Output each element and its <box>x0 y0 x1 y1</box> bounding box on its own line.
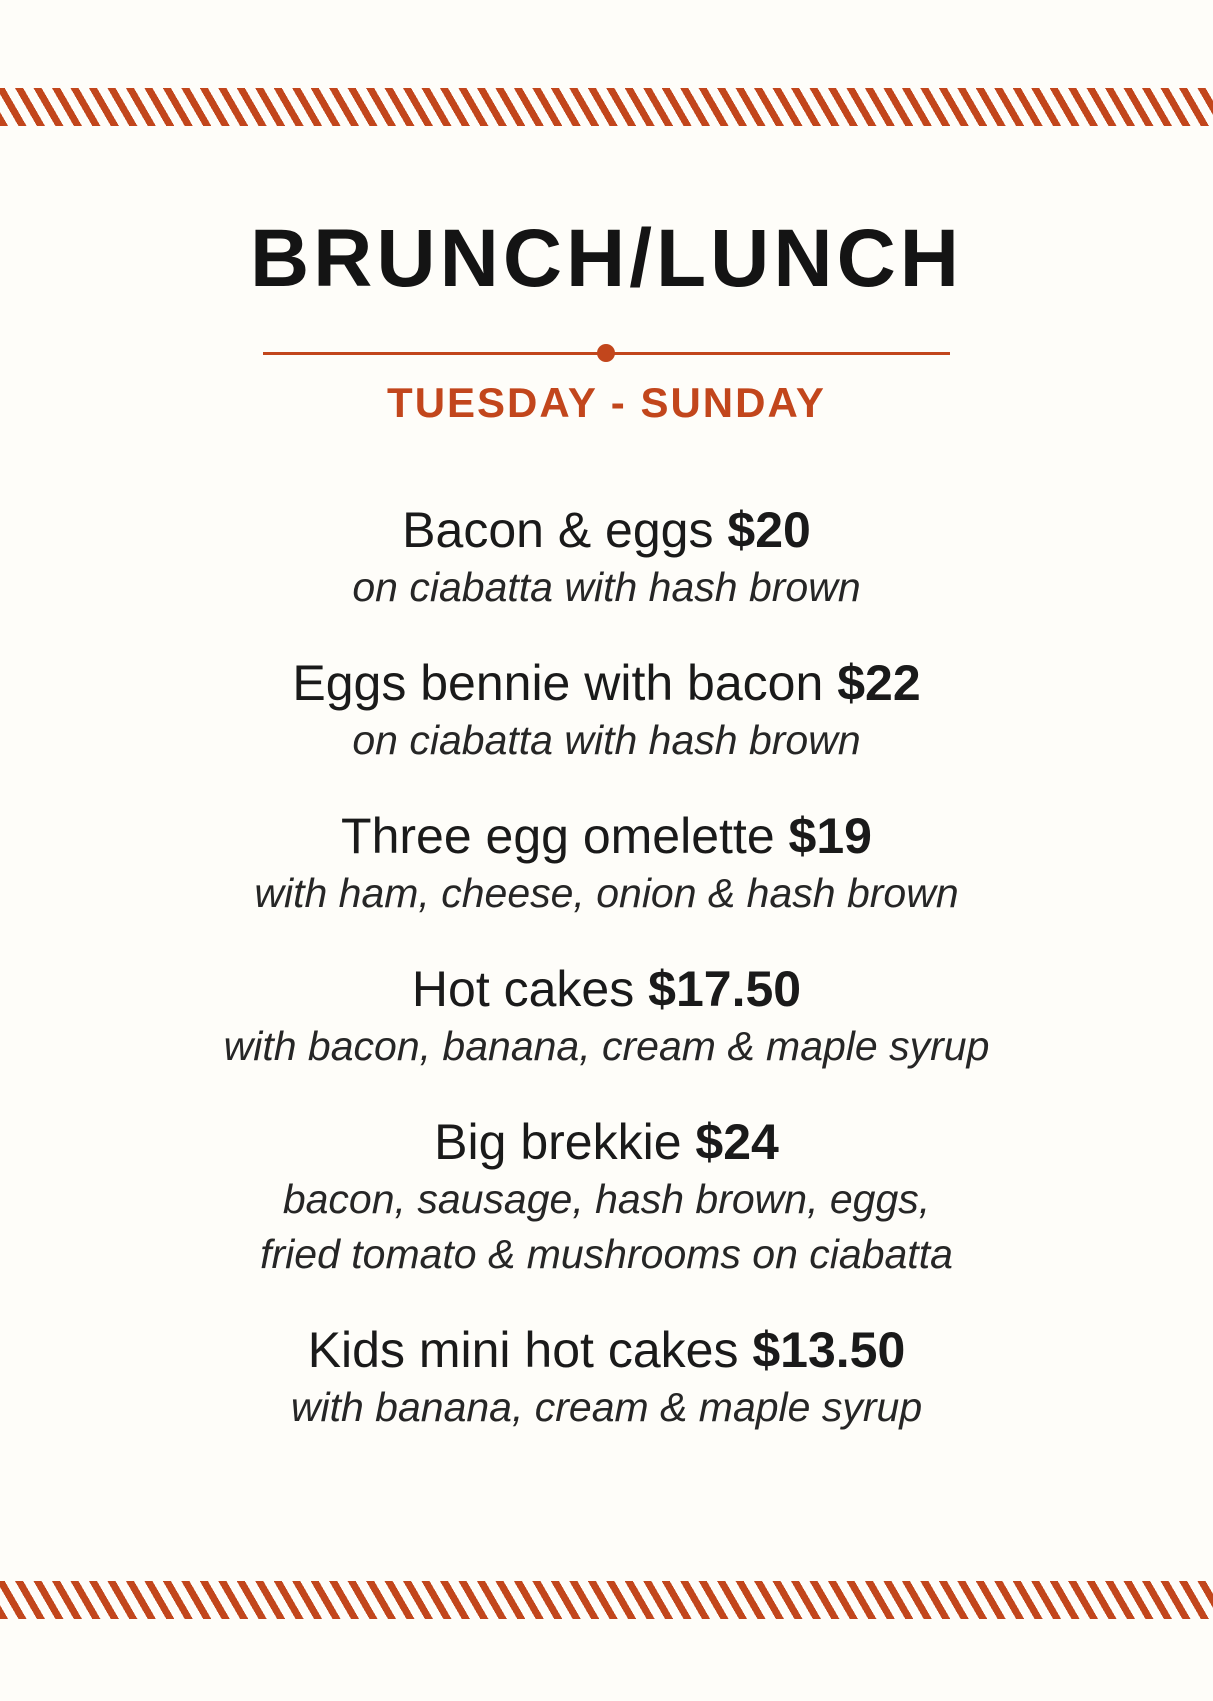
menu-item-description: on ciabatta with hash brown <box>352 564 861 610</box>
menu-item-heading <box>0 959 1213 1019</box>
menu-item-description: on ciabatta with hash brown <box>352 717 861 763</box>
menu-item-description: with ham, cheese, onion & hash brown <box>254 870 959 916</box>
menu-item-price: $20 <box>727 502 811 558</box>
menu-item-description: fried tomato & mushrooms on ciabatta <box>260 1231 953 1277</box>
menu-item-name: Big brekkie <box>434 1114 682 1170</box>
menu-days: TUESDAY - SUNDAY <box>387 379 826 426</box>
menu-item-heading <box>0 1320 1213 1380</box>
menu-item <box>0 959 1213 1074</box>
menu-item-heading <box>0 806 1213 866</box>
menu-item <box>0 806 1213 921</box>
menu-item-description: bacon, sausage, hash brown, eggs, <box>282 1176 931 1222</box>
menu-item-price: $13.50 <box>752 1322 906 1378</box>
menu-item-description: with bacon, banana, cream & maple syrup <box>223 1023 990 1069</box>
menu-item <box>0 1320 1213 1435</box>
menu-item-name: Bacon & eggs <box>402 502 714 558</box>
menu-item-name: Eggs bennie with bacon <box>292 655 824 711</box>
menu-item-name: Three egg omelette <box>341 808 775 864</box>
menu-item-price: $22 <box>837 655 921 711</box>
menu-list <box>0 500 1213 1473</box>
menu-item-price: $17.50 <box>648 961 802 1017</box>
menu-item-heading <box>0 1112 1213 1172</box>
menu-item-name: Hot cakes <box>411 961 635 1017</box>
menu-item-price: $19 <box>788 808 872 864</box>
menu-item <box>0 1112 1213 1282</box>
bottom-stripe-border <box>0 1581 1213 1619</box>
menu-title: BRUNCH/LUNCH <box>249 213 964 304</box>
menu-item-heading <box>0 653 1213 713</box>
menu-item <box>0 500 1213 615</box>
menu-item-description: with banana, cream & maple syrup <box>290 1384 923 1430</box>
menu-item-name: Kids mini hot cakes <box>307 1322 739 1378</box>
menu-item-price: $24 <box>695 1114 779 1170</box>
top-stripe-border <box>0 88 1213 126</box>
menu-item-heading <box>0 500 1213 560</box>
divider-dot <box>597 344 615 362</box>
menu-item <box>0 653 1213 768</box>
